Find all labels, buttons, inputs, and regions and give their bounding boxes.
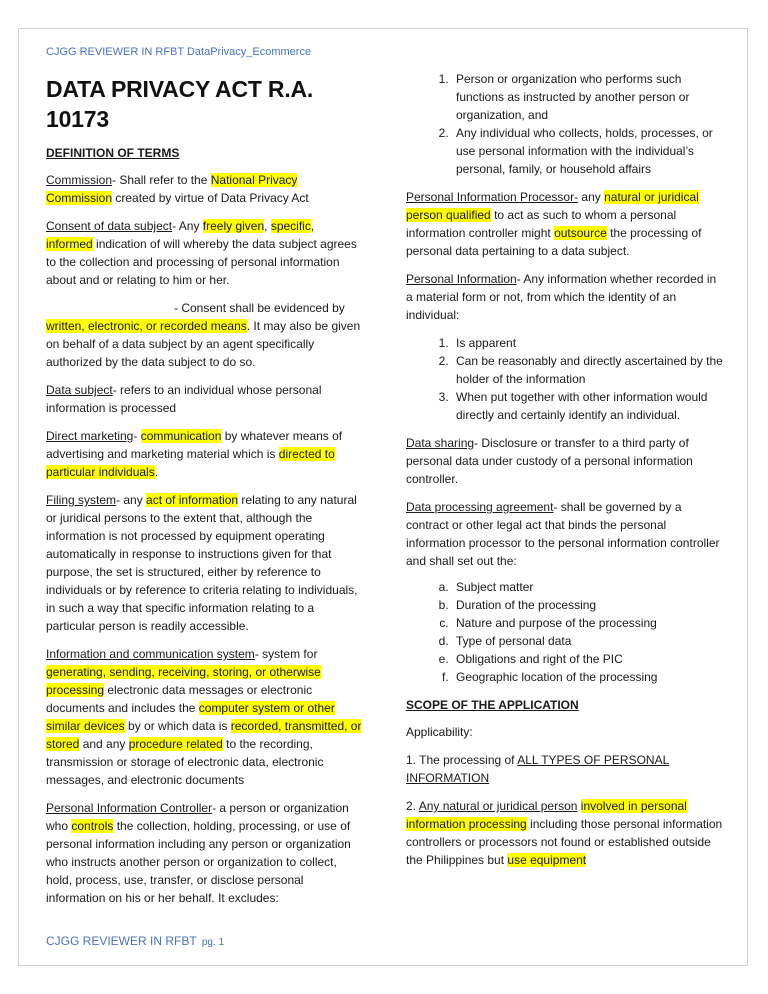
definition-direct-marketing: Direct marketing- communication by whatever means of advertising and marketing material which is directed to particular individuals. xyxy=(46,429,343,479)
highlight: directed to particular individuals xyxy=(46,447,335,479)
highlight: freely given xyxy=(202,219,265,233)
highlight: specific xyxy=(270,219,311,233)
term-label: Consent of data subject xyxy=(46,219,173,233)
page-number: pg. 1 xyxy=(201,937,225,948)
definition-filing-system: Filing system- any act of information relating to any natural or juridical persons to the extent that, although the information is not processed by equipment operating automatically in response to instructions given for that purpose, the set is structured, either by reference to individuals or by reference to criteria relating to individuals, in such a way that specific information relating to a particular person is readily accessible. xyxy=(46,493,358,633)
dpa-list xyxy=(406,578,726,686)
highlight: act of information xyxy=(146,493,239,507)
left-column xyxy=(46,74,364,917)
term-label: Filing system xyxy=(46,493,117,507)
definition-commission: Commission- Shall refer to the National Privacy Commission created by virtue of Data Privacy Act xyxy=(46,173,309,205)
highlight: recorded, transmitted, or stored xyxy=(46,719,362,751)
applicability-item-1: 1. The processing of ALL TYPES OF PERSONAL INFORMATION xyxy=(406,753,670,785)
pic-excludes-list xyxy=(406,70,726,178)
highlight: use equipment xyxy=(507,853,587,867)
term-label: Information and communication system xyxy=(46,647,255,661)
term-label: Direct marketing xyxy=(46,429,134,443)
list-item: 1. Is apparent xyxy=(452,334,726,352)
highlight: computer system or other similar devices xyxy=(46,701,335,733)
highlight: generating, sending, receiving, storing, or otherwise processing xyxy=(46,665,321,697)
definition-data-sharing: Data sharing- Disclosure or transfer to a third party of personal data under custody of a personal information controller. xyxy=(406,436,693,486)
highlight: procedure related xyxy=(128,737,223,751)
term-label: Personal Information Controller xyxy=(46,801,213,815)
definition-pip: Personal Information Processor- any natural or juridical person qualified to act as such to whom a personal information controller might outsource the processing of personal data pertaining to a data subject. xyxy=(406,190,702,258)
scope-heading: SCOPE OF THE APPLICATION xyxy=(406,698,579,712)
list-item: f. Geographic location of the processing xyxy=(452,668,726,686)
document-title: DATA PRIVACY ACT R.A. 10173 xyxy=(46,76,314,132)
definition-data-processing-agreement: Data processing agreement- shall be governed by a contract or other legal act that binds the personal information processor to the personal information controller and shall set out the: xyxy=(406,500,720,568)
term-label: Personal Information xyxy=(406,272,517,286)
list-item: e. Obligations and right of the PIC xyxy=(452,650,726,668)
definition-pic: Personal Information Controller- a person or organization who controls the collection, holding, processing, or use of personal information including any person or organization who instructs another person or organization to collect, hold, process, use, transfer, or disclose personal information on his or her behalf. It excludes: xyxy=(46,801,351,905)
personal-info-list xyxy=(406,334,726,424)
applicability-item-2: 2. Any natural or juridical person involved in personal information processing including those personal information controllers or processors not found or established outside the Philippines but use equipment xyxy=(406,799,723,867)
list-item: 3. When put together with other information would directly and certainly identify an individual. xyxy=(452,388,726,424)
term-label: Personal Information Processor- xyxy=(406,190,579,204)
term-label: Data subject xyxy=(46,383,113,397)
list-item: c. Nature and purpose of the processing xyxy=(452,614,726,632)
term-label: Commission xyxy=(46,173,113,187)
highlight: natural or juridical person qualified xyxy=(406,190,699,222)
highlight: controls xyxy=(71,819,114,833)
highlight: National Privacy Commission xyxy=(46,173,298,205)
list-item: a. Subject matter xyxy=(452,578,726,596)
consent-evidence-paragraph: - Consent shall be evidenced by written, electronic, or recorded means. It may also be given on behalf of a data subject by an agent specifically authorized by the data subject to do so. xyxy=(46,301,361,369)
page-footer: CJGG REVIEWER IN RFBT pg. 1 xyxy=(46,934,225,948)
page-header: CJGG REVIEWER IN RFBT DataPrivacy_Ecommerce xyxy=(46,46,312,58)
list-item: 2. Can be reasonably and directly ascertained by the holder of the information xyxy=(452,352,726,388)
list-item: 1. Person or organization who performs such functions as instructed by another person or organization, and xyxy=(452,70,726,124)
list-item: 2. Any individual who collects, holds, processes, or use personal information with the individual’s personal, family, or household affairs xyxy=(452,124,726,178)
definition-of-terms-heading: DEFINITION OF TERMS xyxy=(46,146,180,160)
highlight: written, electronic, or recorded means xyxy=(46,319,247,333)
list-item: d. Type of personal data xyxy=(452,632,726,650)
applicability-label: Applicability: xyxy=(406,725,473,739)
definition-ics: Information and communication system- system for generating, sending, receiving, storing, or otherwise processing electronic data messages or electronic documents and includes the computer system or other similar devices by or which data is recorded, transmitted, or stored and any procedure related to the recording, transmission or storage of electronic data, electronic messages, and electronic documents xyxy=(46,647,362,787)
term-label: Data sharing xyxy=(406,436,475,450)
definition-data-subject: Data subject- refers to an individual whose personal information is processed xyxy=(46,383,322,415)
highlight: involved in personal information processing xyxy=(406,799,687,831)
definition-consent: Consent of data subject- Any freely given, specific, informed indication of will whereby the data subject agrees to the collection and processing of personal information about and or relating to him or her. xyxy=(46,219,357,287)
highlight: outsource xyxy=(554,226,607,240)
highlight: communication xyxy=(140,429,222,443)
term-label: Data processing agreement xyxy=(406,500,554,514)
highlight: informed xyxy=(46,237,93,251)
definition-personal-information: Personal Information- Any information whether recorded in a material form or not, from which the identity of an individual: xyxy=(406,272,717,322)
list-item: b. Duration of the processing xyxy=(452,596,726,614)
right-column xyxy=(406,70,726,879)
